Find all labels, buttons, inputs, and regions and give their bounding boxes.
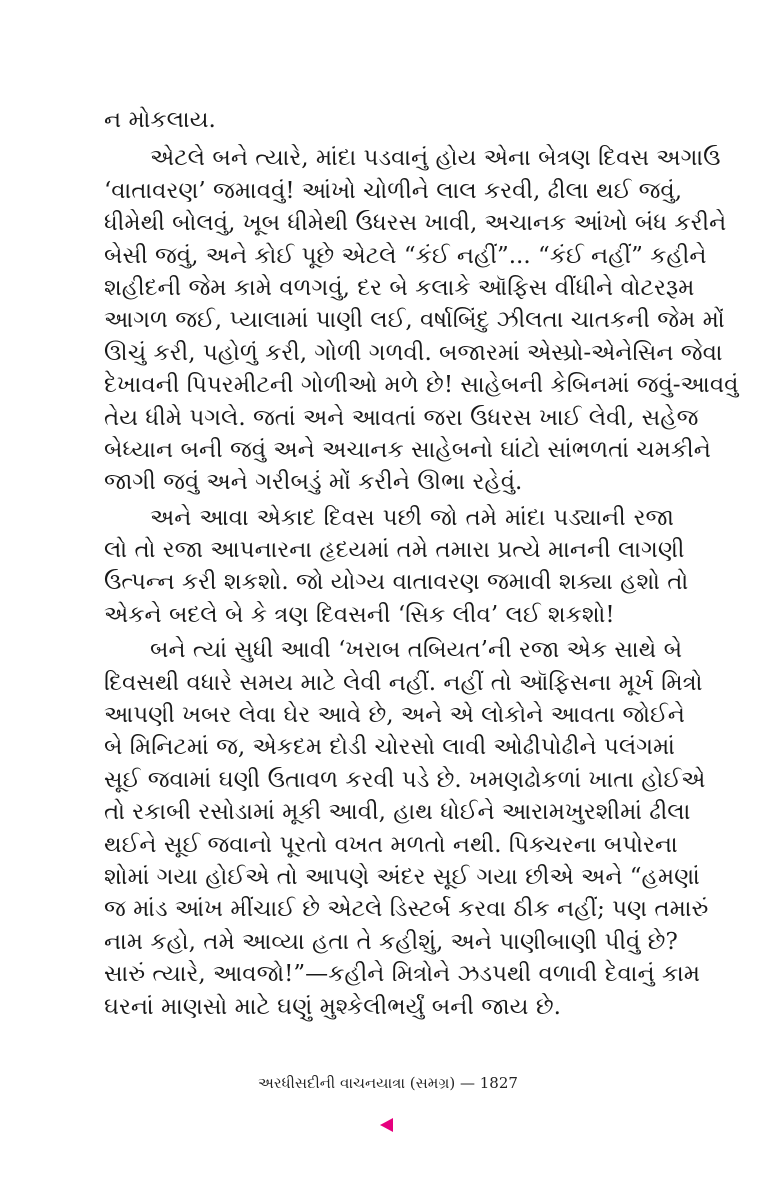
page-footer: [0, 1074, 776, 1092]
paragraph-line: અને આવા એકાદ દિવસ પછી જો તમે માંદા પડ્યાની રજા: [150, 504, 674, 531]
paragraph-line: એકને બદલે બે કે ત્રણ દિવસની ‘સિક લીવ’ લઈ શકશો!: [104, 601, 615, 628]
paragraph-line: ઊચું કરી, પહોળું કરી, ગોળી ગળવી. બજારમાં એસ્પ્રો-એનેસિન જેવા: [104, 339, 723, 366]
paragraph-line: ઉત્પન્ન કરી શકશો. જો યોગ્ય વાતાવરણ જમાવી શક્યા હશો તો: [104, 569, 689, 596]
paragraph-line: બને ત્યાં સુધી આવી ‘ખરાબ તબિયત’ની રજા એક સાથે બે: [150, 637, 683, 664]
paragraph-line: લો તો રજા આપનારના હૃદયમાં તમે તમારા પ્રત્યે માનની લાગણી: [104, 537, 685, 564]
paragraph-line: શહીદની જેમ કામે વળગવું, દર બે કલાકે ઑફિસ વીંધીને વોટરરૂમ: [104, 274, 695, 301]
paragraph-line: ‘વાતાવરણ’ જમાવવું! આંખો ચોળીને લાલ કરવી, ઢીલા થઈ જવું,: [104, 177, 683, 204]
paragraph-line: થઈને સૂઈ જવાનો પૂરતો વખત મળતો નથી. પિક્ચરના બપોરના: [104, 831, 678, 858]
paragraph-line: બેધ્યાન બની જવું અને અચાનક સાહેબનો ઘાંટો સાંભળતાં ચમકીને: [104, 436, 711, 463]
paragraph-line: એટલે બને ત્યારે, માંદા પડવાનું હોય એના બેત્રણ દિવસ અગાઉ: [150, 145, 721, 172]
paragraph-line: શોમાં ગયા હોઈએ તો આપણે અંદર સૂઈ ગયા છીએ અને “હમણાં: [104, 863, 700, 890]
paragraph-line: આપણી ખબર લેવા ઘેર આવે છે, અને એ લોકોને આવતા જોઈને: [104, 702, 685, 729]
paragraph-line: બેસી જવું, અને કોઈ પૂછે એટલે “કંઈ નહીં”... “કંઈ નહીં” કહીને: [104, 242, 707, 269]
paragraph-line: જાગી જવું અને ગરીબડું મોં કરીને ઊભા રહેવું.: [104, 469, 523, 496]
paragraph-1: [104, 142, 739, 498]
paragraph-line: જ માંડ આંખ મીંચાઈ છે એટલે ડિસ્ટર્બ કરવા ઠીક નહીં; પણ તમારું: [104, 896, 709, 923]
paragraph-line: આગળ જઈ, પ્યાલામાં પાણી લઈ, વર્ષાબિંદુ ઝીલતા ચાતકની જેમ મોં: [104, 307, 725, 334]
book-title: અરધીસદીની વાચનયાત્રા (સમગ્ર): [258, 1074, 456, 1092]
paragraph-2: [104, 502, 689, 632]
previous-page-icon[interactable]: [380, 1118, 393, 1132]
paragraph-line: સારું ત્યારે, આવજો!”—કહીને મિત્રોને ઝડપથી વળાવી દેવાનું કામ: [104, 961, 701, 988]
paragraph-line: નામ કહો, તમે આવ્યા હતા તે કહીશું, અને પાણીબાણી પીવું છે?: [104, 928, 678, 955]
paragraph-line: તો રકાબી રસોડામાં મૂકી આવી, હાથ ધોઈને આરામખુરશીમાં ઢીલા: [104, 799, 691, 826]
paragraph-line: દેખાવની પિપરમીટની ગોળીઓ મળે છે! સાહેબની કેબિનમાં જવું-આવવું: [104, 372, 739, 399]
paragraph-3: [104, 634, 709, 1023]
paragraph-line: બે મિનિટમાં જ, એકદમ દોડી ચોરસો લાવી ઓઢીપોઢીને પલંગમાં: [104, 734, 675, 761]
footer-separator: —: [459, 1074, 475, 1092]
opening-line: ન મોકલાય.: [104, 107, 216, 133]
paragraph-line: સૂઈ જવામાં ઘણી ઉતાવળ કરવી પડે છે. ખમણઢોકળાં ખાતા હોઈએ: [104, 766, 706, 793]
paragraph-line: ધીમેથી બોલવું, ખૂબ ધીમેથી ઉધરસ ખાવી, અચાનક આંખો બંધ કરીને: [104, 210, 727, 237]
paragraph-line: ઘરનાં માણસો માટે ઘણું મુશ્કેલીભર્યું બની જાય છે.: [104, 993, 561, 1020]
page-number: 1827: [479, 1074, 518, 1092]
paragraph-line: તેય ધીમે પગલે. જતાં અને આવતાં જરા ઉધરસ ખાઈ લેવી, સહેજ: [104, 404, 699, 431]
paragraph-line: દિવસથી વધારે સમય માટે લેવી નહીં. નહીં તો ઑફિસના મૂર્ખ મિત્રો: [104, 669, 703, 696]
page-body: [104, 104, 739, 1023]
